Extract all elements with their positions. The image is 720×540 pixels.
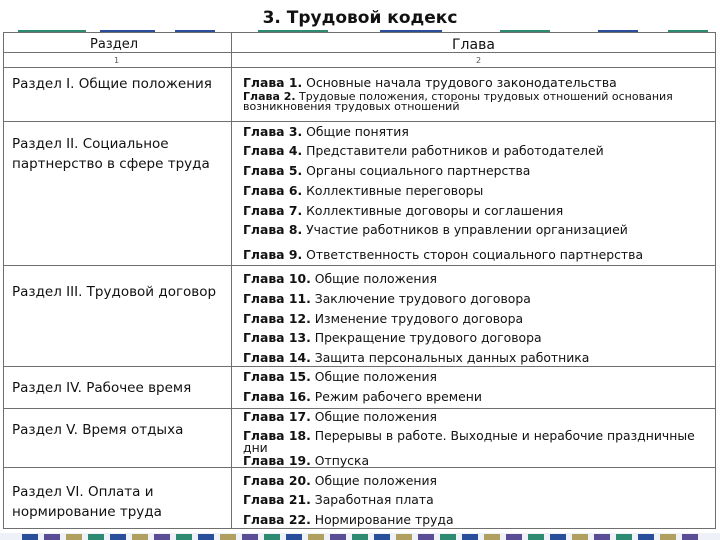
chapter-item	[243, 76, 715, 90]
chapter-title: Трудовые положения, стороны трудовых отношений основания возникновения трудовых отношений	[243, 90, 673, 113]
row-divider	[3, 121, 716, 122]
chapter-title: Прекращение трудового договора	[310, 330, 542, 345]
bottom-decor-block	[110, 534, 126, 540]
bottom-decor-block	[616, 534, 632, 540]
chapter-item	[243, 204, 715, 218]
chapter-title: Отпуска	[310, 453, 370, 468]
chapter-title: Заключение трудового договора	[310, 291, 531, 306]
chapter-title: Заработная плата	[310, 492, 434, 507]
chapter-number: Глава 18.	[243, 428, 311, 443]
chapter-number: Глава 17.	[243, 409, 311, 424]
chapter-number: Глава 20.	[243, 473, 311, 488]
header-bottom-border	[3, 67, 716, 68]
chapter-number: Глава 6.	[243, 183, 303, 198]
section-label: Раздел VI. Оплата и нормирование труда	[12, 484, 162, 520]
bottom-decor-block	[484, 534, 500, 540]
chapter-number: Глава 8.	[243, 222, 303, 237]
chapter-title: Нормирование труда	[310, 512, 454, 527]
chapter-item	[243, 390, 715, 404]
bottom-decor-block	[682, 534, 698, 540]
bottom-decor-block	[154, 534, 170, 540]
bottom-decor-block	[352, 534, 368, 540]
column-divider	[231, 32, 232, 529]
bottom-decor-block	[374, 534, 390, 540]
chapter-item	[243, 248, 715, 262]
chapter-item	[243, 223, 715, 237]
bottom-decor-block	[550, 534, 566, 540]
chapter-number: Глава 2.	[243, 90, 296, 103]
chapter-number: Глава 19.	[243, 453, 311, 468]
bottom-decor-block	[22, 534, 38, 540]
bottom-decor-block	[528, 534, 544, 540]
chapter-number: Глава 14.	[243, 350, 311, 365]
bottom-decor-block	[660, 534, 676, 540]
chapter-item	[243, 184, 715, 198]
row-divider	[3, 366, 716, 367]
chapter-title: Основные начала трудового законодательства	[302, 75, 617, 90]
bottom-decor-block	[66, 534, 82, 540]
chapter-title: Представители работников и работодателей	[302, 143, 604, 158]
bottom-decor-block	[132, 534, 148, 540]
column-number-1: 1	[114, 56, 120, 65]
chapter-title: Ответственность сторон социального партнерства	[302, 247, 644, 262]
chapter-number: Глава 12.	[243, 311, 311, 326]
chapter-title: Изменение трудового договора	[310, 311, 524, 326]
bottom-decor-block	[462, 534, 478, 540]
chapter-title: Коллективные договоры и соглашения	[302, 203, 564, 218]
section-label: Раздел II. Социальное партнерство в сфере труда	[12, 136, 210, 172]
bottom-decor-block	[176, 534, 192, 540]
chapter-number: Глава 13.	[243, 330, 311, 345]
chapter-item	[243, 370, 715, 384]
row-divider	[3, 265, 716, 266]
chapter-item	[243, 125, 715, 139]
chapter-item	[243, 92, 713, 112]
chapter-number: Глава 5.	[243, 163, 303, 178]
bottom-decor-block	[44, 534, 60, 540]
bottom-decor-block	[572, 534, 588, 540]
bottom-decor-block	[242, 534, 258, 540]
chapter-title: Органы социального партнерства	[302, 163, 531, 178]
chapter-item	[243, 144, 715, 158]
chapter-title: Общие положения	[310, 473, 438, 488]
chapter-title: Участие работников в управлении организацией	[302, 222, 628, 237]
chapter-item	[243, 430, 713, 454]
bottom-decor-block	[308, 534, 324, 540]
chapter-title: Общие положения	[310, 271, 438, 286]
chapter-item	[243, 351, 715, 365]
section-label: Раздел I. Общие положения	[12, 76, 212, 92]
slide-title: 3. Трудовой кодекс	[262, 8, 458, 28]
chapter-title: Общие положения	[310, 369, 438, 384]
bottom-decor-block	[506, 534, 522, 540]
chapter-item	[243, 272, 715, 286]
header-divider	[3, 52, 716, 53]
chapter-number: Глава 10.	[243, 271, 311, 286]
chapter-title: Общие понятия	[302, 124, 409, 139]
chapter-item	[243, 312, 715, 326]
chapter-item	[243, 474, 715, 488]
chapter-title: Перерывы в работе. Выходные и нерабочие праздничные дни	[243, 428, 695, 455]
chapter-title: Защита персональных данных работника	[310, 350, 590, 365]
chapter-number: Глава 11.	[243, 291, 311, 306]
chapter-item	[243, 164, 715, 178]
bottom-decor-block	[198, 534, 214, 540]
bottom-decor-block	[594, 534, 610, 540]
chapter-number: Глава 4.	[243, 143, 303, 158]
section-label: Раздел V. Время отдыха	[12, 422, 184, 438]
section-label: Раздел IV. Рабочее время	[12, 380, 192, 396]
chapter-item	[243, 454, 715, 468]
section-label: Раздел III. Трудовой договор	[12, 284, 217, 300]
bottom-decor-block	[330, 534, 346, 540]
column-number-2: 2	[476, 56, 482, 65]
bottom-decor-block	[264, 534, 280, 540]
chapter-title: Общие положения	[310, 409, 438, 424]
chapter-number: Глава 15.	[243, 369, 311, 384]
chapter-item	[243, 292, 715, 306]
column-header-chapter: Глава	[452, 37, 495, 53]
bottom-decor-block	[396, 534, 412, 540]
bottom-decor-block	[638, 534, 654, 540]
bottom-decor-block	[220, 534, 236, 540]
chapter-number: Глава 3.	[243, 124, 303, 139]
chapter-title: Режим рабочего времени	[310, 389, 482, 404]
bottom-decor-block	[88, 534, 104, 540]
bottom-decor-block	[440, 534, 456, 540]
chapter-number: Глава 21.	[243, 492, 311, 507]
chapter-title: Коллективные переговоры	[302, 183, 484, 198]
chapter-item	[243, 513, 715, 527]
chapter-item	[243, 493, 715, 507]
chapter-item	[243, 410, 715, 424]
column-header-section: Раздел	[90, 37, 139, 52]
bottom-decor-block	[286, 534, 302, 540]
chapter-number: Глава 1.	[243, 75, 303, 90]
chapter-number: Глава 7.	[243, 203, 303, 218]
chapter-number: Глава 16.	[243, 389, 311, 404]
bottom-decor-block	[418, 534, 434, 540]
chapter-number: Глава 9.	[243, 247, 303, 262]
chapter-item	[243, 331, 715, 345]
chapter-number: Глава 22.	[243, 512, 311, 527]
